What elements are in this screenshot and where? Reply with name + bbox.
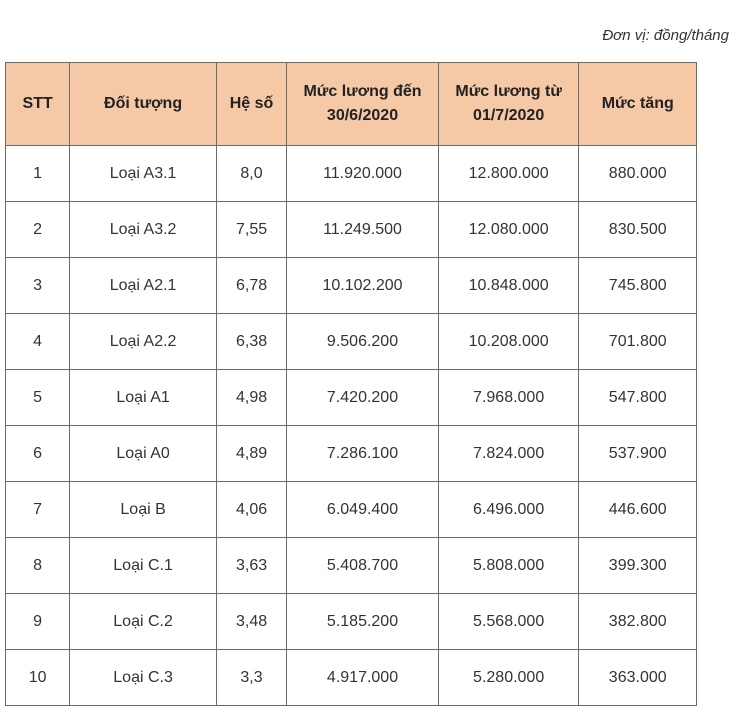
cell-stt: 10 <box>6 650 70 706</box>
cell-doi-tuong: Loại C.3 <box>70 650 217 706</box>
cell-he-so: 3,48 <box>216 594 286 650</box>
cell-muc-tang: 399.300 <box>579 538 697 594</box>
cell-doi-tuong: Loại A0 <box>70 426 217 482</box>
cell-luong-sau: 6.496.000 <box>438 482 579 538</box>
table-row <box>6 314 697 370</box>
header-he-so: Hệ số <box>216 63 286 146</box>
cell-luong-sau: 10.208.000 <box>438 314 579 370</box>
table-row <box>6 482 697 538</box>
cell-he-so: 6,78 <box>216 258 286 314</box>
cell-luong-sau: 10.848.000 <box>438 258 579 314</box>
cell-stt: 1 <box>6 146 70 202</box>
cell-stt: 6 <box>6 426 70 482</box>
cell-he-so: 4,89 <box>216 426 286 482</box>
table-row <box>6 594 697 650</box>
table-row <box>6 426 697 482</box>
cell-stt: 2 <box>6 202 70 258</box>
cell-doi-tuong: Loại C.2 <box>70 594 217 650</box>
table-row <box>6 202 697 258</box>
table-row <box>6 146 697 202</box>
cell-luong-sau: 5.280.000 <box>438 650 579 706</box>
header-doi-tuong: Đối tượng <box>70 63 217 146</box>
cell-luong-truoc: 10.102.200 <box>287 258 439 314</box>
cell-stt: 8 <box>6 538 70 594</box>
cell-muc-tang: 537.900 <box>579 426 697 482</box>
cell-doi-tuong: Loại A2.2 <box>70 314 217 370</box>
header-luong-truoc-line2: 30/6/2020 <box>326 107 399 124</box>
cell-muc-tang: 446.600 <box>579 482 697 538</box>
cell-stt: 7 <box>6 482 70 538</box>
header-luong-sau <box>438 63 579 146</box>
header-muc-tang: Mức tăng <box>579 63 697 146</box>
cell-he-so: 7,55 <box>216 202 286 258</box>
cell-muc-tang: 701.800 <box>579 314 697 370</box>
cell-he-so: 8,0 <box>216 146 286 202</box>
cell-he-so: 3,3 <box>216 650 286 706</box>
cell-luong-sau: 7.824.000 <box>438 426 579 482</box>
unit-note: Đơn vị: đồng/tháng <box>602 27 729 44</box>
header-row <box>6 63 697 146</box>
cell-stt: 5 <box>6 370 70 426</box>
cell-luong-truoc: 11.920.000 <box>287 146 439 202</box>
table-row <box>6 370 697 426</box>
cell-doi-tuong: Loại B <box>70 482 217 538</box>
table-row <box>6 258 697 314</box>
cell-doi-tuong: Loại A3.2 <box>70 202 217 258</box>
cell-doi-tuong: Loại C.1 <box>70 538 217 594</box>
cell-luong-truoc: 11.249.500 <box>287 202 439 258</box>
table-row <box>6 538 697 594</box>
cell-stt: 9 <box>6 594 70 650</box>
cell-he-so: 4,98 <box>216 370 286 426</box>
cell-luong-truoc: 5.408.700 <box>287 538 439 594</box>
cell-muc-tang: 745.800 <box>579 258 697 314</box>
cell-luong-truoc: 9.506.200 <box>287 314 439 370</box>
salary-table <box>5 62 697 706</box>
cell-luong-sau: 12.080.000 <box>438 202 579 258</box>
header-luong-sau-line1: Mức lương từ <box>455 83 562 100</box>
cell-luong-truoc: 7.420.200 <box>287 370 439 426</box>
cell-luong-sau: 5.568.000 <box>438 594 579 650</box>
cell-muc-tang: 547.800 <box>579 370 697 426</box>
cell-luong-sau: 7.968.000 <box>438 370 579 426</box>
cell-doi-tuong: Loại A3.1 <box>70 146 217 202</box>
cell-stt: 3 <box>6 258 70 314</box>
cell-muc-tang: 382.800 <box>579 594 697 650</box>
cell-muc-tang: 830.500 <box>579 202 697 258</box>
cell-luong-truoc: 7.286.100 <box>287 426 439 482</box>
cell-luong-truoc: 5.185.200 <box>287 594 439 650</box>
cell-doi-tuong: Loại A1 <box>70 370 217 426</box>
cell-he-so: 4,06 <box>216 482 286 538</box>
header-luong-truoc <box>287 63 439 146</box>
header-stt: STT <box>6 63 70 146</box>
cell-he-so: 6,38 <box>216 314 286 370</box>
table-row <box>6 650 697 706</box>
cell-doi-tuong: Loại A2.1 <box>70 258 217 314</box>
cell-luong-truoc: 6.049.400 <box>287 482 439 538</box>
cell-he-so: 3,63 <box>216 538 286 594</box>
cell-muc-tang: 880.000 <box>579 146 697 202</box>
cell-luong-sau: 5.808.000 <box>438 538 579 594</box>
cell-luong-sau: 12.800.000 <box>438 146 579 202</box>
cell-stt: 4 <box>6 314 70 370</box>
header-luong-truoc-line1: Mức lương đến <box>303 83 422 100</box>
cell-muc-tang: 363.000 <box>579 650 697 706</box>
cell-luong-truoc: 4.917.000 <box>287 650 439 706</box>
header-luong-sau-line2: 01/7/2020 <box>473 107 545 124</box>
